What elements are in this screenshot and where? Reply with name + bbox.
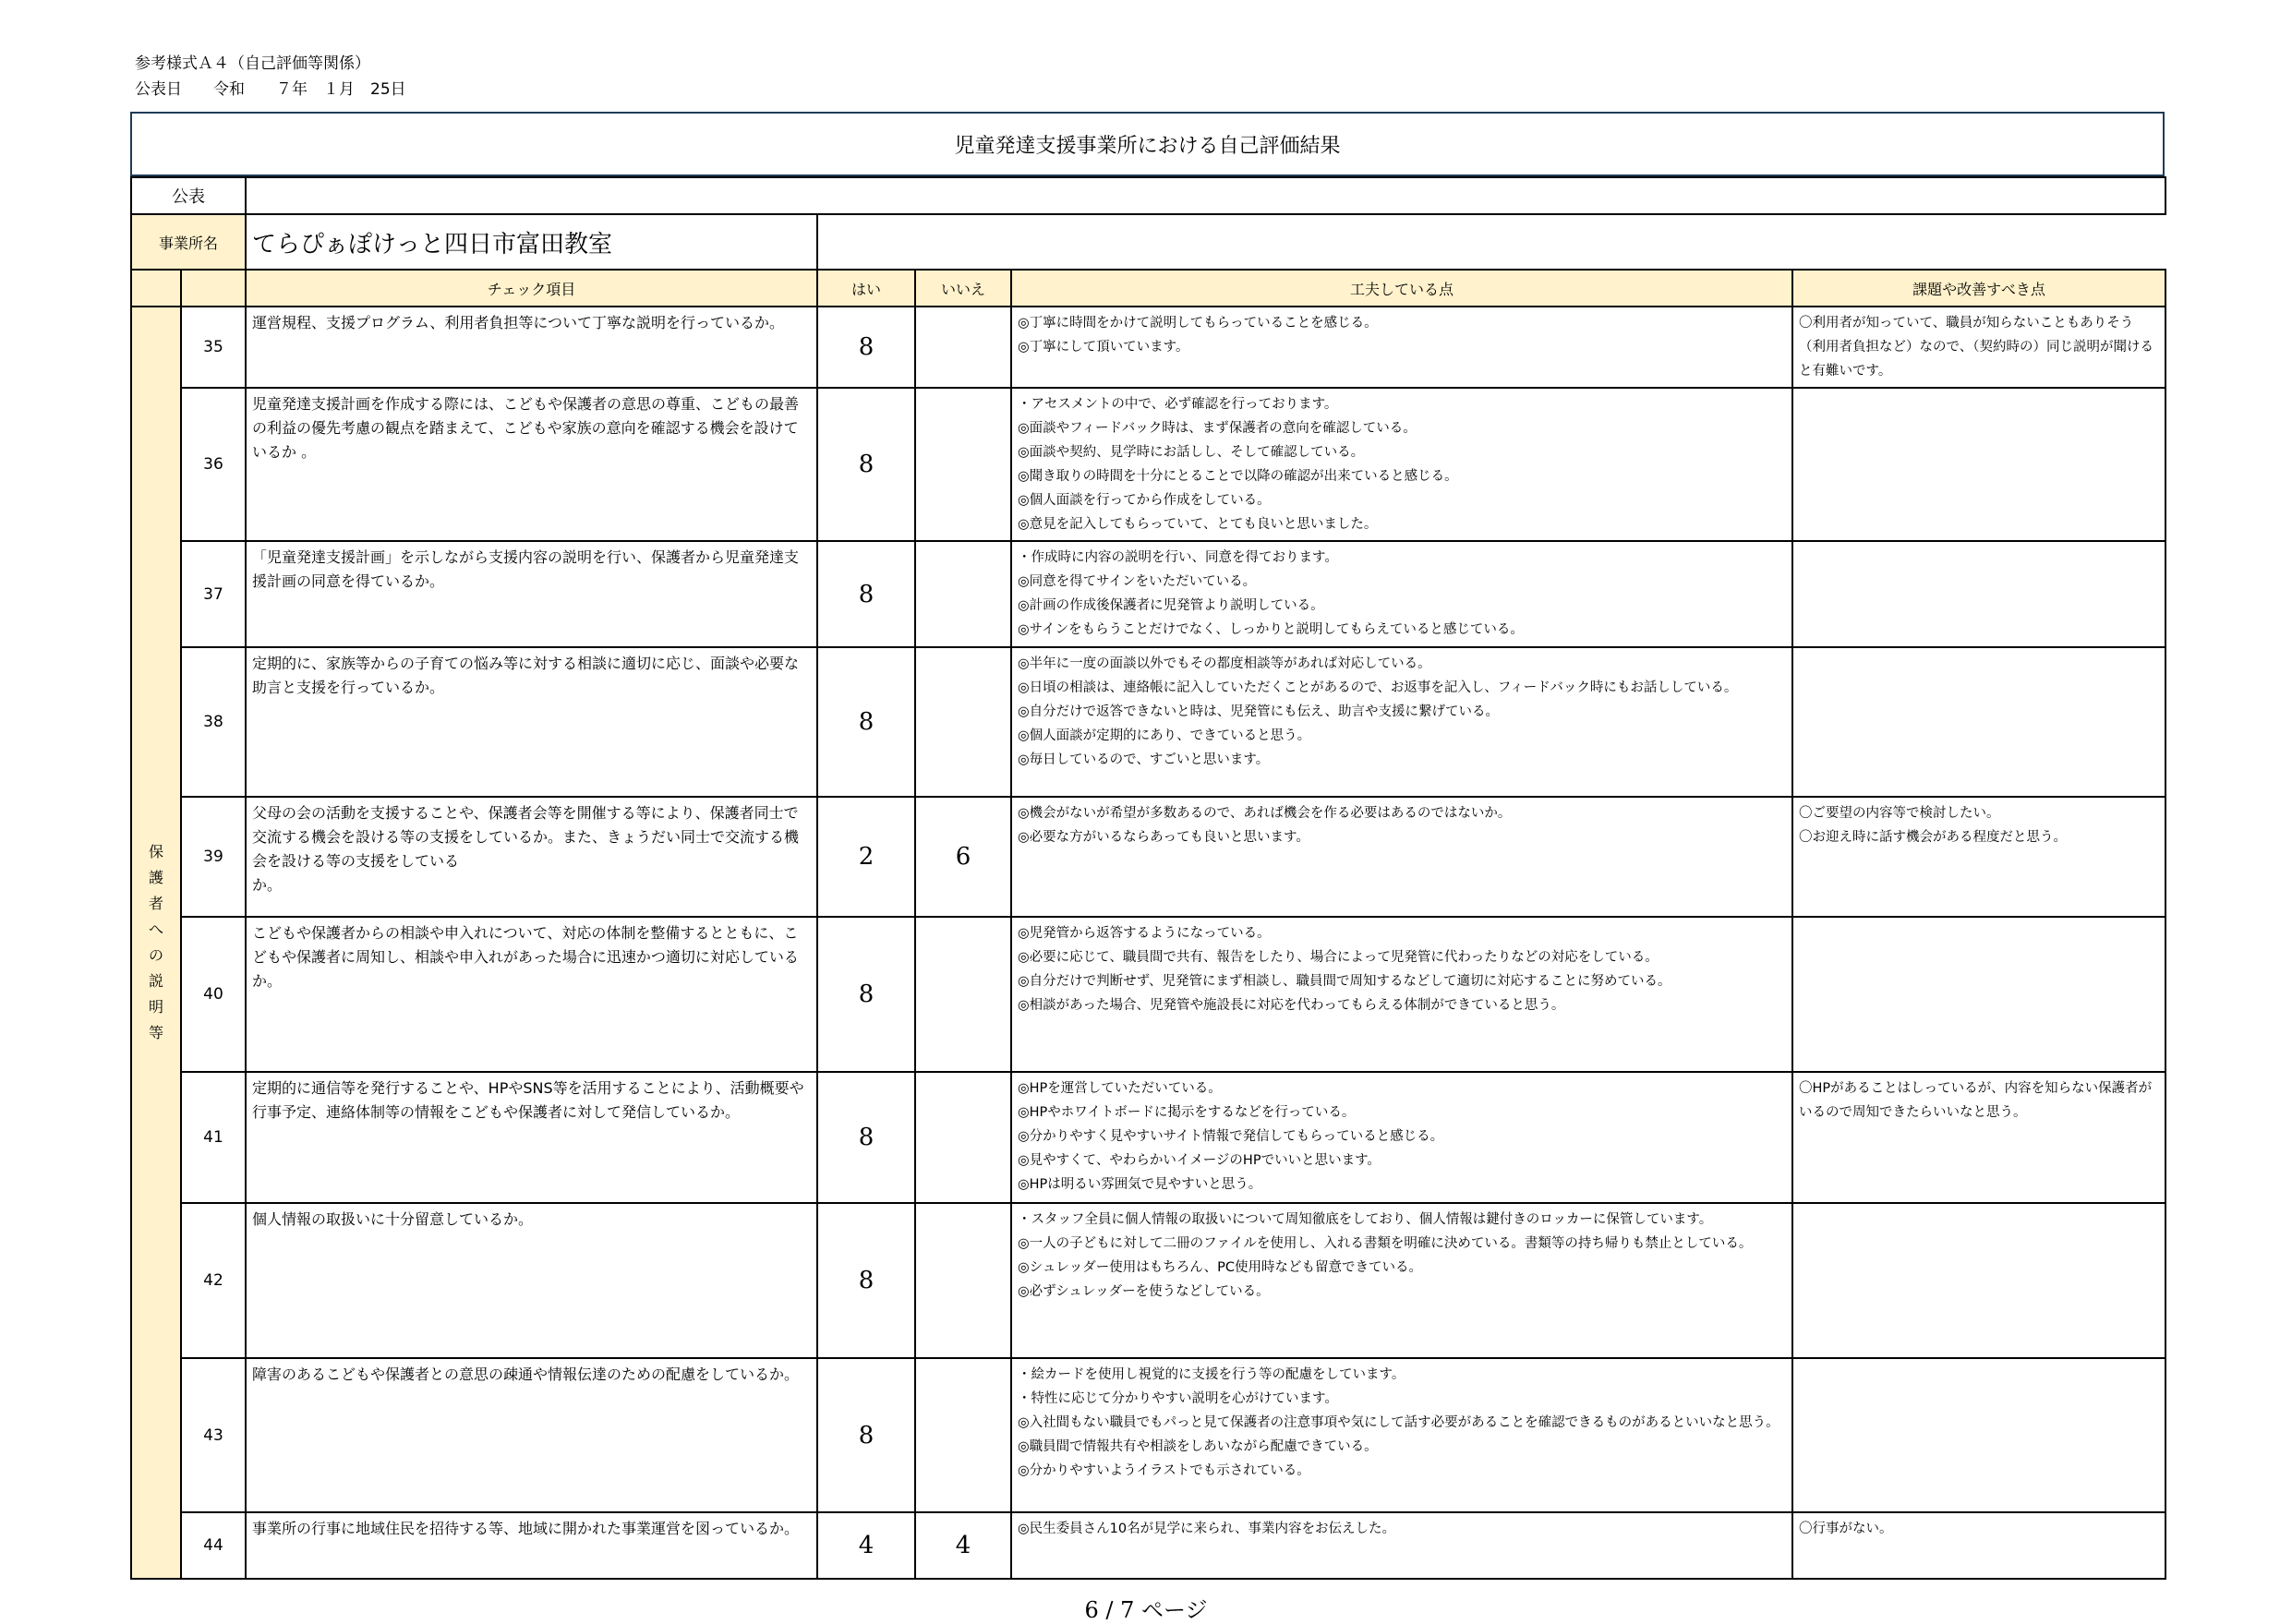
effort-comment: ◎相談があった場合、児発管や施設長に対応を代わってもらえる体制ができていると思う。 [1018, 998, 1565, 1013]
efforts-cell [1011, 647, 1792, 797]
effort-comment: ◎半年に一度の面談以外でもその都度相談等があれば対応している。 [1018, 656, 1431, 671]
yes-count: 8 [817, 1203, 915, 1358]
effort-comment: ◎丁寧に時間をかけて説明してもらっていることを感じる。 [1018, 316, 1378, 331]
yes-count: 8 [817, 388, 915, 541]
table-row [131, 647, 2165, 797]
yes-count: 8 [817, 647, 915, 797]
office-label: 事業所名 [131, 214, 246, 270]
item-number: 35 [181, 307, 246, 388]
effort-comment: ◎入社間もない職員でもパっと見て保護者の注意事項や気にして話す必要があることを確認できるものがあるといいなと思う。 [1018, 1415, 1779, 1430]
issues-cell [1792, 647, 2165, 797]
table-row [131, 388, 2165, 541]
public-label: 公表 [131, 177, 246, 214]
yes-count: 4 [817, 1512, 915, 1579]
effort-comment: ◎民生委員さん10名が見学に来られ、事業内容をお伝えした。 [1018, 1522, 1395, 1536]
check-item-text: 児童発達支援計画を作成する際には、こどもや保護者の意思の尊重、こどもの最善の利益の優先考慮の観点を踏まえて、こどもや家族の意向を確認する機会を設けているか 。 [246, 388, 817, 541]
office-row [130, 213, 818, 271]
header-yes: はい [817, 270, 915, 307]
no-count [915, 917, 1011, 1072]
no-count [915, 1072, 1011, 1203]
yes-count: 8 [817, 917, 915, 1072]
no-count [915, 647, 1011, 797]
issues-cell: 〇行事がない。 [1792, 1512, 2165, 1579]
header-blank-category [131, 270, 181, 307]
effort-comment: ◎丁寧にして頂いています。 [1018, 340, 1189, 355]
issues-cell: 〇ご要望の内容等で検討したい。 〇お迎え時に話す機会がある程度だと思う。 [1792, 797, 2165, 917]
item-number: 36 [181, 388, 246, 541]
effort-comment: ◎見やすくて、やわらかいイメージのHPでいいと思います。 [1018, 1153, 1381, 1168]
document-title: 児童発達支援事業所における自己評価結果 [130, 112, 2165, 176]
table-row [131, 1072, 2165, 1203]
page-indicator: 6 / 7 ページ [1084, 1597, 1208, 1623]
effort-comment: ・作成時に内容の説明を行い、同意を得ております。 [1018, 550, 1338, 565]
item-number: 44 [181, 1512, 246, 1579]
issues-cell [1792, 917, 2165, 1072]
issues-cell [1792, 388, 2165, 541]
table-row [131, 307, 2165, 388]
header-check-item: チェック項目 [246, 270, 817, 307]
effort-comment: ◎必要な方がいるならあっても良いと思います。 [1018, 830, 1309, 845]
category-label [131, 307, 181, 1579]
efforts-cell [1011, 1358, 1792, 1512]
effort-comment: ◎児発管から返答するようになっている。 [1018, 926, 1271, 941]
no-count: 6 [915, 797, 1011, 917]
office-name: てらぴぁぽけっと四日市富田教室 [246, 214, 817, 270]
effort-comment: ◎分かりやすいようイラストでも示されている。 [1018, 1463, 1310, 1478]
yes-count: 8 [817, 1358, 915, 1512]
item-number: 39 [181, 797, 246, 917]
efforts-cell [1011, 1072, 1792, 1203]
yes-count: 8 [817, 1072, 915, 1203]
issues-cell: 〇HPがあることはしっているが、内容を知らない保護者がいるので周知できたらいいなと思う。 [1792, 1072, 2165, 1203]
issues-cell [1792, 1203, 2165, 1358]
no-count [915, 388, 1011, 541]
effort-comment: ◎分かりやすく見やすいサイト情報で発信してもらっていると感じる。 [1018, 1129, 1444, 1144]
issues-cell: 〇利用者が知っていて、職員が知らないこともありそう（利用者負担など）なので、（契約時の）同じ説明が聞けると有難いです。 [1792, 307, 2165, 388]
no-count [915, 307, 1011, 388]
check-item-text: こどもや保護者からの相談や申入れについて、対応の体制を整備するとともに、こどもや保護者に周知し、相談や申入れがあった場合に迅速かつ適切に対応しているか。 [246, 917, 817, 1072]
check-item-text: 個人情報の取扱いに十分留意しているか。 [246, 1203, 817, 1358]
table-row [131, 917, 2165, 1072]
yes-count: 8 [817, 307, 915, 388]
check-item-text: 運営規程、支援プログラム、利用者負担等について丁寧な説明を行っているか。 [246, 307, 817, 388]
item-number: 38 [181, 647, 246, 797]
public-value [246, 177, 2165, 214]
reference-format-label: 参考様式Ａ４（自己評価等関係） [135, 54, 370, 73]
efforts-cell [1011, 917, 1792, 1072]
effort-comment: ◎同意を得てサインをいただいている。 [1018, 574, 1257, 589]
efforts-cell [1011, 388, 1792, 541]
check-item-text: 定期的に通信等を発行することや、HPやSNS等を活用することにより、活動概要や行事予定、連絡体制等の情報をこどもや保護者に対して発信しているか。 [246, 1072, 817, 1203]
yes-count: 8 [817, 541, 915, 647]
item-number: 41 [181, 1072, 246, 1203]
effort-comment: ◎シュレッダー使用はもちろん、PC使用時なども留意できている。 [1018, 1260, 1422, 1275]
check-item-text: 事業所の行事に地域住民を招待する等、地域に開かれた事業運営を図っているか。 [246, 1512, 817, 1579]
efforts-cell [1011, 797, 1792, 917]
effort-comment: ◎一人の子どもに対して二冊のファイルを使用し、入れる書類を明確に決めている。書類等の持ち帰りも禁止としている。 [1018, 1236, 1753, 1251]
effort-comment: ◎個人面談が定期的にあり、できていると思う。 [1018, 728, 1311, 743]
effort-comment: ・スタッフ全員に個人情報の取扱いについて周知徹底をしており、個人情報は鍵付きのロッカーに保管しています。 [1018, 1212, 1713, 1227]
public-row [130, 176, 2166, 215]
effort-comment: ◎毎日しているので、すごいと思います。 [1018, 752, 1270, 767]
no-count [915, 541, 1011, 647]
effort-comment: ◎必要に応じて、職員間で共有、報告をしたり、場合によって児発管に代わったりなどの対応をしている。 [1018, 950, 1659, 965]
effort-comment: ◎サインをもらうことだけでなく、しっかりと説明してもらえていると感じている。 [1018, 622, 1524, 637]
item-number: 40 [181, 917, 246, 1072]
check-item-text: 障害のあるこどもや保護者との意思の疎通や情報伝達のための配慮をしているか。 [246, 1358, 817, 1512]
effort-comment: ◎必ずシュレッダーを使うなどしている。 [1018, 1284, 1270, 1299]
header-no: いいえ [915, 270, 1011, 307]
header-row [131, 270, 2165, 307]
check-item-text: 定期的に、家族等からの子育ての悩み等に対する相談に適切に応じ、面談や必要な助言と支援を行っているか。 [246, 647, 817, 797]
effort-comment: ◎HPを運営していただいている。 [1018, 1081, 1222, 1096]
table-row [131, 797, 2165, 917]
no-count: 4 [915, 1512, 1011, 1579]
item-number: 43 [181, 1358, 246, 1512]
check-item-text: 父母の会の活動を支援することや、保護者会等を開催する等により、保護者同士で交流する機会を設ける等の支援をしているか。また、きょうだい同士で交流する機会を設ける等の支援をしている か。 [246, 797, 817, 917]
no-count [915, 1203, 1011, 1358]
table-row [131, 1512, 2165, 1579]
item-number: 37 [181, 541, 246, 647]
effort-comment: ・特性に応じて分かりやすい説明を心がけています。 [1018, 1391, 1338, 1406]
effort-comment: ◎面談や契約、見学時にお話しし、そして確認している。 [1018, 445, 1365, 460]
effort-comment: ◎日頃の相談は、連絡帳に記入していただくことがあるので、お返事を記入し、フィードバック時にもお話ししている。 [1018, 680, 1738, 695]
category-text: 保護者への説明等 [148, 843, 163, 1041]
effort-comment: ◎個人面談を行ってから作成をしている。 [1018, 493, 1271, 508]
effort-comment: ◎面談やフィードバック時は、まず保護者の意向を確認している。 [1018, 421, 1417, 436]
evaluation-table [130, 269, 2166, 1580]
effort-comment: ◎聞き取りの時間を十分にとることで以降の確認が出来ていると感じる。 [1018, 469, 1458, 484]
check-item-text: 「児童発達支援計画」を示しながら支援内容の説明を行い、保護者から児童発達支援計画の同意を得ているか。 [246, 541, 817, 647]
efforts-cell [1011, 1203, 1792, 1358]
efforts-cell [1011, 541, 1792, 647]
publish-date-line: 公表日 令和 ７年 １月 25日 [135, 80, 406, 99]
effort-comment: ◎職員間で情報共有や相談をしあいながら配慮できている。 [1018, 1439, 1378, 1454]
effort-comment: ◎自分だけで判断せず、児発管にまず相談し、職員間で周知するなどして適切に対応することに努めている。 [1018, 974, 1671, 989]
effort-comment: ・絵カードを使用し視覚的に支援を行う等の配慮をしています。 [1018, 1367, 1405, 1382]
effort-comment: ◎計画の作成後保護者に児発管より説明している。 [1018, 598, 1324, 613]
issues-cell [1792, 541, 2165, 647]
effort-comment: ◎HPやホワイトボードに掲示をするなどを行っている。 [1018, 1105, 1356, 1120]
header-blank-number [181, 270, 246, 307]
no-count [915, 1358, 1011, 1512]
effort-comment: ◎自分だけで返答できないと時は、児発管にも伝え、助言や支援に繋げている。 [1018, 704, 1500, 719]
header-issues: 課題や改善すべき点 [1792, 270, 2165, 307]
table-row [131, 1358, 2165, 1512]
issues-cell [1792, 1358, 2165, 1512]
yes-count: 2 [817, 797, 915, 917]
effort-comment: ◎機会がないが希望が多数あるので、あれば機会を作る必要はあるのではないか。 [1018, 806, 1512, 821]
efforts-cell [1011, 1512, 1792, 1579]
header-efforts: 工夫している点 [1011, 270, 1792, 307]
item-number: 42 [181, 1203, 246, 1358]
table-row [131, 541, 2165, 647]
effort-comment: ◎HPは明るい雰囲気で見やすいと思う。 [1018, 1177, 1262, 1192]
effort-comment: ◎意見を記入してもらっていて、とても良いと思いました。 [1018, 517, 1378, 532]
efforts-cell [1011, 307, 1792, 388]
table-row [131, 1203, 2165, 1358]
effort-comment: ・アセスメントの中で、必ず確認を行っております。 [1018, 397, 1338, 412]
